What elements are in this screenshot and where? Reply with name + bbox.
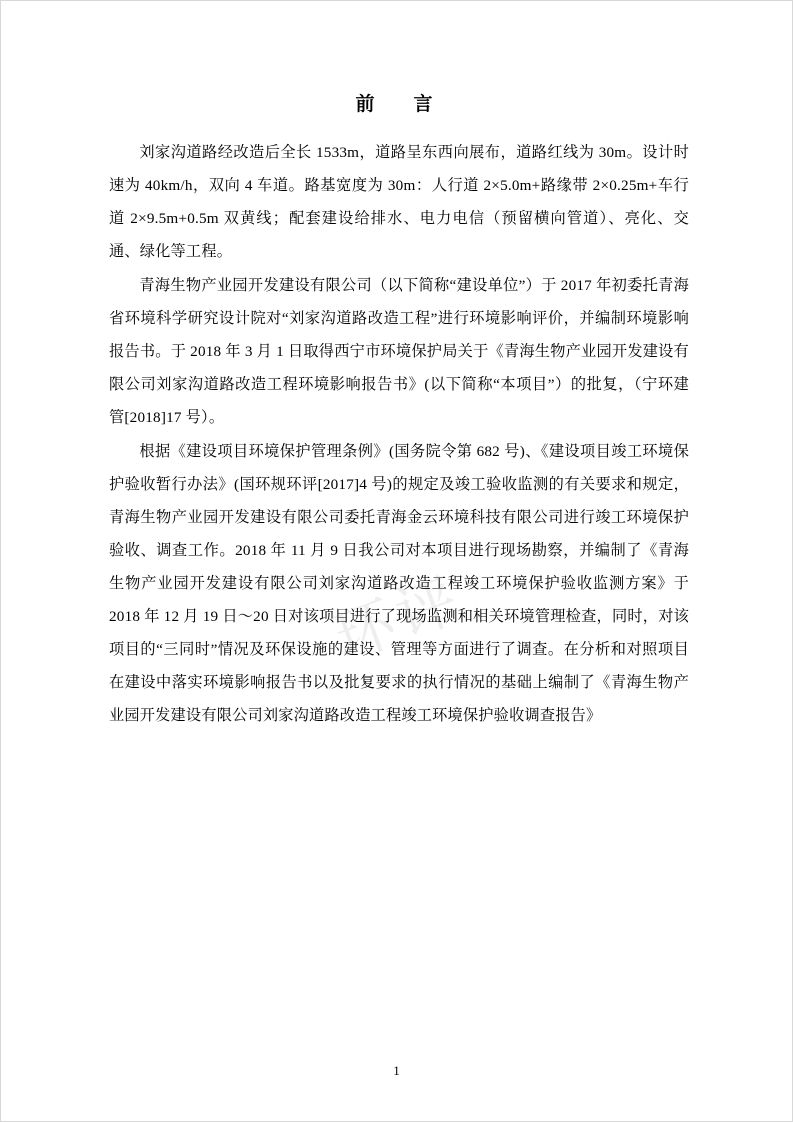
watermark-text: 环评 xyxy=(325,565,473,673)
page-number: 1 xyxy=(393,1063,400,1078)
document-body xyxy=(109,89,689,733)
paragraph-3: 根据《建设项目环境保护管理条例》(国务院令第 682 号)、《建设项目竣工环境保护验收暂行办法》(国环规环评[2017]4 号)的规定及竣工验收监测的有关要求和规定，青海生物产业园开发建设有限公司委托青海金云环境科技有限公司进行竣工环境保护验收、调查工作。2018 年 11 月 9 日我公司对本项目进行现场勘察，并编制了《青海生物产业园开发建设有限公司刘家沟道路改造工程竣工环境保护验收监测方案》于 2018 年 12 月 19 日～20 日对该项目进行了现场监测和相关环境管理检查，同时，对该项目的“三同时”情况及环保设施的建设、管理等方面进行了调查。在分析和对照项目在建设中落实环境影响报告书以及批复要求的执行情况的基础上编制了《青海生物产业园开发建设有限公司刘家沟道路改造工程竣工环境保护验收调查报告》 xyxy=(109,443,689,724)
paragraph-1: 刘家沟道路经改造后全长 1533m，道路呈东西向展布，道路红线为 30m。设计时速为 40km/h，双向 4 车道。路基宽度为 30m：人行道 2×5.0m+路缘带 2×0.25m+车行道 2×9.5m+0.5m 双黄线；配套建设给排水、电力电信（预留横向管道）、亮化、交通、绿化等工程。 xyxy=(109,144,689,260)
paragraph-2: 青海生物产业园开发建设有限公司（以下简称“建设单位”）于 2017 年初委托青海省环境科学研究设计院对“刘家沟道路改造工程”进行环境影响评价，并编制环境影响报告书。于 2018 年 3 月 1 日取得西宁市环境保护局关于《青海生物产业园开发建设有限公司刘家沟道路改造工程环境影响报告书》(以下简称“本项目”）的批复，（宁环建管[2018]17 号）。 xyxy=(109,277,689,426)
page-title: 前 言 xyxy=(355,94,443,115)
